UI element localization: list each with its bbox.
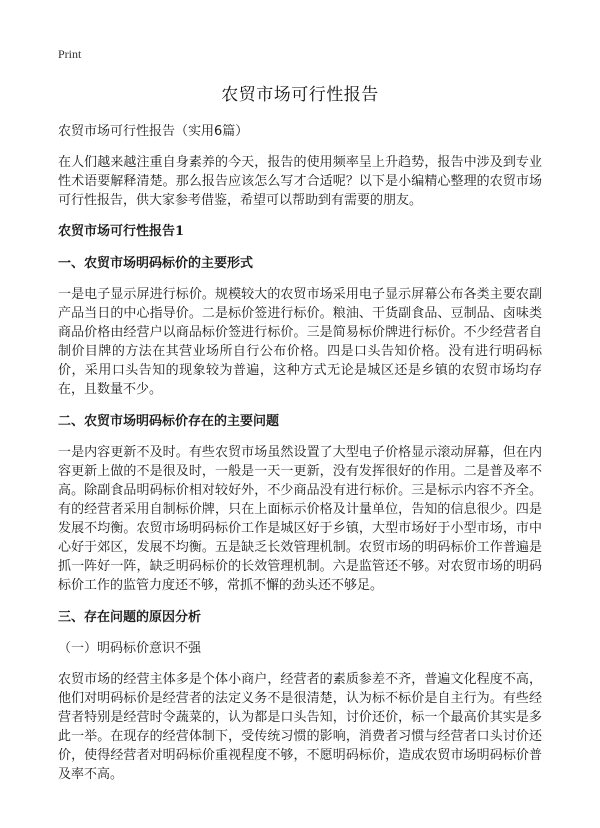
section-heading-2: 二、农贸市场明码标价存在的主要问题 bbox=[58, 414, 280, 429]
sub-heading-3-1: （一）明码标价意识不强 bbox=[58, 641, 202, 656]
print-link[interactable]: Print bbox=[58, 47, 82, 61]
section-paragraph-1: 一是电子显示屏进行标价。规模较大的农贸市场采用电子显示屏幕公布各类主要农副产品当日的中心指导价。二是标价签进行标价。粮油、干货副食品、豆制品、卤味类商品价格由经营户以商品标价签进行标价。三是简易标价牌进行标价。不少经营者自制价目牌的方法在其营业场所自行公布价格。四是口头告知价格。没有进行明码标价，采用口头告知的现象较为普遍，这种方式无论是城区还是乡镇的农贸市场均存在，且数量不少。 bbox=[58, 287, 542, 397]
document-body bbox=[58, 122, 542, 797]
section-heading-3: 三、存在问题的原因分析 bbox=[58, 610, 202, 625]
document-title: 农贸市场可行性报告 bbox=[221, 85, 379, 105]
section-paragraph-2: 一是内容更新不及时。有些农贸市场虽然设置了大型电子价格显示滚动屏幕，但在内容更新上做的不是很及时，一般是一天一更新，没有发挥很好的作用。二是普及率不高。除副食品明码标价相对较好外，不少商品没有进行标价。三是标示内容不齐全。有的经营者采用自制标价牌，只在上面标示价格及计量单位，告知的信息很少。四是发展不均衡。农贸市场明码标价工作是城区好于乡镇，大型市场好于小型市场，市中心好于郊区，发展不均衡。五是缺乏长效管理机制。农贸市场的明码标价工作普遍是抓一阵好一阵，缺乏明码标价的长效管理机制。六是监管还不够。对农贸市场的明码标价工作的监管力度还不够，常抓不懈的劲头还不够足。 bbox=[58, 445, 542, 593]
part-heading: 农贸市场可行性报告1 bbox=[58, 224, 185, 239]
section-heading-1: 一、农贸市场明码标价的主要形式 bbox=[58, 256, 254, 271]
intro-paragraph: 在人们越来越注重自身素养的今天，报告的使用频率呈上升趋势，报告中涉及到专业性术语要解释清楚。那么报告应该怎么写才合适呢？以下是小编精心整理的农贸市场可行性报告，供大家参考借鉴，希望可以帮助到有需要的朋友。 bbox=[58, 155, 542, 208]
section-paragraph-3: 农贸市场的经营主体多是个体小商户，经营者的素质参差不齐，普遍文化程度不高，他们对明码标价是经营者的法定义务不是很清楚，认为标不标价是自主行为。有些经营者特别是经营时令蔬菜的，认为都是口头告知，讨价还价，标一个最高价其实是多此一举。在现存的经营体制下，受传统习惯的影响，消费者习惯与经营者口头讨价还价，使得经营者对明码标价重视程度不够，不愿明码标价，造成农贸市场明码标价普及率不高。 bbox=[58, 672, 542, 782]
document-subtitle: 农贸市场可行性报告（实用6篇） bbox=[58, 124, 249, 139]
